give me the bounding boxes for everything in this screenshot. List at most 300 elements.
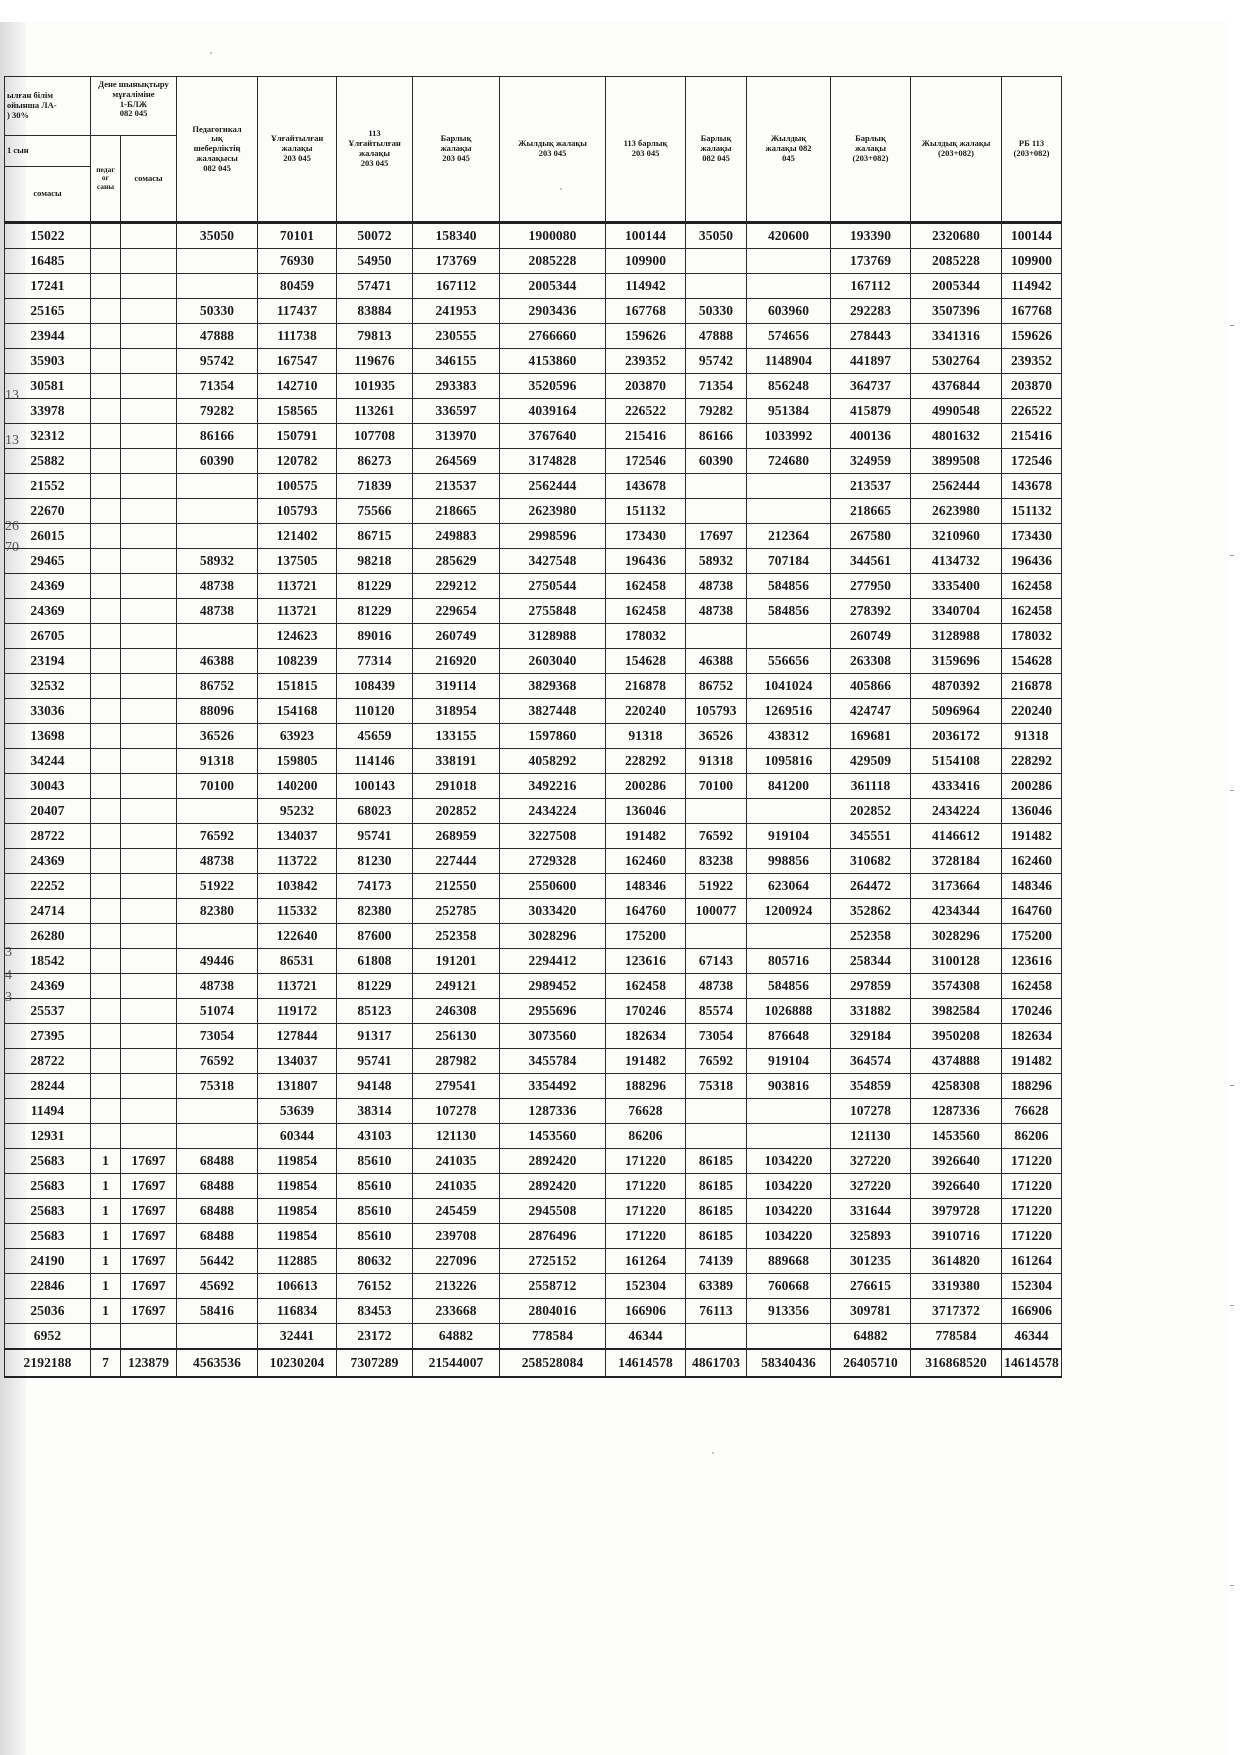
table-cell: 2434224 (500, 799, 606, 824)
table-cell: 60390 (686, 449, 747, 474)
table-cell: 20407 (5, 799, 91, 824)
table-cell: 252785 (413, 899, 500, 924)
table-cell: 260749 (831, 624, 911, 649)
table-cell: 1 (91, 1174, 121, 1199)
table-cell: 218665 (413, 499, 500, 524)
table-cell: 287982 (413, 1049, 500, 1074)
table-cell: 1453560 (500, 1124, 606, 1149)
table-cell (91, 974, 121, 999)
table-cell: 113261 (337, 399, 413, 424)
table-cell: 119172 (258, 999, 337, 1024)
table-cell: 162458 (606, 974, 686, 999)
table-cell: 420600 (747, 223, 831, 249)
table-cell: 2623980 (911, 499, 1002, 524)
table-cell: 76592 (177, 1049, 258, 1074)
table-cell: 2989452 (500, 974, 606, 999)
table-cell: 73054 (177, 1024, 258, 1049)
table-cell: 113722 (258, 849, 337, 874)
table-cell: 415879 (831, 399, 911, 424)
table-cell: 2005344 (911, 274, 1002, 299)
table-cell: 38314 (337, 1099, 413, 1124)
table-cell: 140200 (258, 774, 337, 799)
table-cell: 24369 (5, 849, 91, 874)
table-cell: 167768 (1002, 299, 1062, 324)
table-cell: 76592 (686, 1049, 747, 1074)
table-cell: 119854 (258, 1174, 337, 1199)
table-cell: 119676 (337, 349, 413, 374)
table-cell: 4134732 (911, 549, 1002, 574)
table-cell: 268959 (413, 824, 500, 849)
table-cell: 83884 (337, 299, 413, 324)
table-cell: 77314 (337, 649, 413, 674)
table-cell: 2603040 (500, 649, 606, 674)
table-cell: 95232 (258, 799, 337, 824)
table-cell: 3979728 (911, 1199, 1002, 1224)
table-cell: 364737 (831, 374, 911, 399)
table-cell: 75318 (177, 1074, 258, 1099)
table-cell (177, 1124, 258, 1149)
scan-speck (712, 1452, 714, 1454)
table-cell: 346155 (413, 349, 500, 374)
total-cell: 26405710 (831, 1349, 911, 1377)
table-cell: 4058292 (500, 749, 606, 774)
table-cell: 889668 (747, 1249, 831, 1274)
header-annual-salary-203: Жылдық жалақы 203 045 (500, 77, 606, 223)
table-cell: 603960 (747, 299, 831, 324)
table-cell: 80459 (258, 274, 337, 299)
table-cell: 2294412 (500, 949, 606, 974)
table-cell: 100144 (606, 223, 686, 249)
table-cell (121, 374, 177, 399)
total-cell: 123879 (121, 1349, 177, 1377)
table-cell: 76592 (686, 824, 747, 849)
table-cell: 277950 (831, 574, 911, 599)
table-cell: 36526 (177, 724, 258, 749)
header-pe-amount: сомасы (121, 136, 177, 223)
table-cell: 1034220 (747, 1149, 831, 1174)
table-cell (121, 649, 177, 674)
table-row (5, 474, 1062, 499)
table-cell: 167112 (831, 274, 911, 299)
table-cell: 28722 (5, 1049, 91, 1074)
table-cell (121, 474, 177, 499)
table-cell (121, 749, 177, 774)
table-cell: 36526 (686, 724, 747, 749)
table-cell: 86752 (686, 674, 747, 699)
table-cell: 3910716 (911, 1224, 1002, 1249)
header-total-salary-082: Барлық жалақы 082 045 (686, 77, 747, 223)
table-cell (91, 499, 121, 524)
table-cell: 86206 (606, 1124, 686, 1149)
table-cell (121, 1024, 177, 1049)
table-cell: 71354 (686, 374, 747, 399)
table-row (5, 1149, 1062, 1174)
table-cell: 228292 (1002, 749, 1062, 774)
table-cell: 75566 (337, 499, 413, 524)
salary-table-container (4, 76, 1059, 1378)
table-cell: 86206 (1002, 1124, 1062, 1149)
header-increased-salary: Ұлғайтылған жалақы 203 045 (258, 77, 337, 223)
table-cell: 64882 (413, 1324, 500, 1350)
table-cell: 134037 (258, 1049, 337, 1074)
table-cell: 227444 (413, 849, 500, 874)
table-cell: 3492216 (500, 774, 606, 799)
table-row (5, 424, 1062, 449)
table-cell: 2729328 (500, 849, 606, 874)
table-cell: 1287336 (911, 1099, 1002, 1124)
table-cell (91, 474, 121, 499)
scan-tick (1230, 1585, 1234, 1586)
table-cell (121, 1324, 177, 1350)
table-cell: 24714 (5, 899, 91, 924)
table-cell: 58416 (177, 1299, 258, 1324)
table-cell: 148346 (1002, 874, 1062, 899)
table-cell: 68488 (177, 1149, 258, 1174)
table-cell (686, 249, 747, 274)
total-cell: 2192188 (5, 1349, 91, 1377)
table-row (5, 799, 1062, 824)
table-cell: 64882 (831, 1324, 911, 1350)
table-cell: 574656 (747, 324, 831, 349)
salary-table (4, 76, 1062, 1378)
table-row (5, 1124, 1062, 1149)
table-cell: 70100 (177, 774, 258, 799)
table-cell: 79282 (177, 399, 258, 424)
table-cell: 68023 (337, 799, 413, 824)
table-cell: 161264 (1002, 1249, 1062, 1274)
table-row (5, 549, 1062, 574)
table-cell: 108439 (337, 674, 413, 699)
table-cell: 48738 (686, 599, 747, 624)
table-cell: 57471 (337, 274, 413, 299)
table-cell: 162458 (606, 574, 686, 599)
table-cell: 216878 (1002, 674, 1062, 699)
table-cell: 167547 (258, 349, 337, 374)
table-cell: 175200 (1002, 924, 1062, 949)
table-cell: 2945508 (500, 1199, 606, 1224)
table-row (5, 223, 1062, 249)
table-row (5, 299, 1062, 324)
table-row (5, 1224, 1062, 1249)
table-cell: 285629 (413, 549, 500, 574)
table-cell: 112885 (258, 1249, 337, 1274)
table-cell: 76628 (1002, 1099, 1062, 1124)
table-cell: 24369 (5, 599, 91, 624)
table-cell: 48738 (177, 849, 258, 874)
table-cell (91, 549, 121, 574)
table-cell: 56442 (177, 1249, 258, 1274)
table-cell (177, 249, 258, 274)
table-cell: 25036 (5, 1299, 91, 1324)
table-cell (121, 274, 177, 299)
table-cell: 46344 (606, 1324, 686, 1350)
table-cell: 158340 (413, 223, 500, 249)
table-cell (177, 1099, 258, 1124)
table-cell (121, 799, 177, 824)
table-cell: 95741 (337, 1049, 413, 1074)
total-cell: 21544007 (413, 1349, 500, 1377)
table-cell: 3899508 (911, 449, 1002, 474)
table-cell: 3173664 (911, 874, 1002, 899)
table-cell: 338191 (413, 749, 500, 774)
table-cell: 158565 (258, 399, 337, 424)
table-cell: 805716 (747, 949, 831, 974)
table-cell: 193390 (831, 223, 911, 249)
table-cell: 293383 (413, 374, 500, 399)
table-cell: 91318 (177, 749, 258, 774)
table-cell: 142710 (258, 374, 337, 399)
table-cell: 86166 (177, 424, 258, 449)
table-cell: 79813 (337, 324, 413, 349)
table-cell: 134037 (258, 824, 337, 849)
table-cell: 26280 (5, 924, 91, 949)
table-cell: 76152 (337, 1274, 413, 1299)
table-cell (686, 1124, 747, 1149)
table-cell (91, 724, 121, 749)
table-cell: 230555 (413, 324, 500, 349)
table-cell: 100144 (1002, 223, 1062, 249)
table-cell: 3340704 (911, 599, 1002, 624)
table-cell: 154628 (606, 649, 686, 674)
table-cell: 17697 (121, 1199, 177, 1224)
table-cell: 2750544 (500, 574, 606, 599)
table-cell (686, 1099, 747, 1124)
table-cell: 91318 (1002, 724, 1062, 749)
table-cell: 119854 (258, 1199, 337, 1224)
table-cell (91, 774, 121, 799)
table-cell: 279541 (413, 1074, 500, 1099)
table-cell: 154628 (1002, 649, 1062, 674)
table-cell: 3574308 (911, 974, 1002, 999)
table-cell: 218665 (831, 499, 911, 524)
table-cell: 120782 (258, 449, 337, 474)
table-cell: 2892420 (500, 1149, 606, 1174)
table-cell: 53639 (258, 1099, 337, 1124)
table-cell: 1041024 (747, 674, 831, 699)
table-cell: 86715 (337, 524, 413, 549)
table-cell: 4376844 (911, 374, 1002, 399)
table-cell: 213226 (413, 1274, 500, 1299)
table-row (5, 1274, 1062, 1299)
table-cell: 95741 (337, 824, 413, 849)
table-cell: 354859 (831, 1074, 911, 1099)
table-cell: 43103 (337, 1124, 413, 1149)
table-row (5, 774, 1062, 799)
table-cell: 105793 (686, 699, 747, 724)
table-cell: 3827448 (500, 699, 606, 724)
table-cell (91, 699, 121, 724)
table-cell: 162458 (1002, 974, 1062, 999)
table-cell (91, 824, 121, 849)
table-cell: 324959 (831, 449, 911, 474)
table-cell: 313970 (413, 424, 500, 449)
table-cell: 3128988 (500, 624, 606, 649)
table-cell: 17697 (121, 1149, 177, 1174)
table-cell: 178032 (606, 624, 686, 649)
table-cell: 2085228 (500, 249, 606, 274)
table-cell: 331644 (831, 1199, 911, 1224)
table-cell: 60344 (258, 1124, 337, 1149)
table-cell: 229212 (413, 574, 500, 599)
table-cell: 344561 (831, 549, 911, 574)
table-cell (747, 1099, 831, 1124)
table-cell: 913356 (747, 1299, 831, 1324)
table-cell: 3829368 (500, 674, 606, 699)
table-row (5, 274, 1062, 299)
table-cell: 151132 (606, 499, 686, 524)
table-row (5, 524, 1062, 549)
table-cell: 169681 (831, 724, 911, 749)
table-cell: 325893 (831, 1224, 911, 1249)
table-cell: 2005344 (500, 274, 606, 299)
table-cell: 1900080 (500, 223, 606, 249)
table-cell: 191482 (606, 1049, 686, 1074)
table-cell: 2320680 (911, 223, 1002, 249)
total-cell: 258528084 (500, 1349, 606, 1377)
table-cell: 188296 (606, 1074, 686, 1099)
table-cell: 89016 (337, 624, 413, 649)
table-cell: 3455784 (500, 1049, 606, 1074)
header-pe-teacher-group: Дене шынықтыру мұғаліміне 1-БЛЖ 082 045 (91, 77, 177, 136)
table-cell: 45659 (337, 724, 413, 749)
scan-tick (1230, 555, 1234, 556)
table-cell: 196436 (1002, 549, 1062, 574)
margin-mark: 70 (5, 540, 19, 555)
table-cell: 109900 (606, 249, 686, 274)
table-cell (91, 349, 121, 374)
table-cell: 213537 (831, 474, 911, 499)
table-cell: 47888 (177, 324, 258, 349)
margin-mark: 4 (5, 968, 12, 983)
table-cell: 68488 (177, 1224, 258, 1249)
table-cell: 123616 (606, 949, 686, 974)
table-cell: 2085228 (911, 249, 1002, 274)
table-cell: 48738 (177, 574, 258, 599)
table-cell: 778584 (500, 1324, 606, 1350)
table-cell: 998856 (747, 849, 831, 874)
table-cell: 3028296 (500, 924, 606, 949)
header-partial-amount: сомасы (5, 167, 91, 223)
table-cell: 556656 (747, 649, 831, 674)
table-cell: 196436 (606, 549, 686, 574)
table-cell: 4990548 (911, 399, 1002, 424)
table-cell: 127844 (258, 1024, 337, 1049)
table-cell: 54950 (337, 249, 413, 274)
table-cell: 94148 (337, 1074, 413, 1099)
table-cell: 106613 (258, 1274, 337, 1299)
table-cell: 11494 (5, 1099, 91, 1124)
table-cell: 241953 (413, 299, 500, 324)
table-cell: 182634 (606, 1024, 686, 1049)
table-cell: 63923 (258, 724, 337, 749)
table-cell (121, 1074, 177, 1099)
table-cell: 150791 (258, 424, 337, 449)
table-cell: 25683 (5, 1224, 91, 1249)
scan-tick (1230, 1085, 1234, 1086)
table-cell (747, 499, 831, 524)
table-cell: 81229 (337, 974, 413, 999)
table-cell: 83238 (686, 849, 747, 874)
table-cell: 329184 (831, 1024, 911, 1049)
table-cell: 203870 (606, 374, 686, 399)
table-cell (121, 524, 177, 549)
table-cell (121, 849, 177, 874)
table-cell (686, 1324, 747, 1350)
table-cell: 162460 (606, 849, 686, 874)
table-cell (121, 574, 177, 599)
table-cell (91, 1099, 121, 1124)
table-cell: 95742 (177, 349, 258, 374)
table-cell: 152304 (1002, 1274, 1062, 1299)
table-cell: 3174828 (500, 449, 606, 474)
table-cell: 143678 (1002, 474, 1062, 499)
table-cell (91, 849, 121, 874)
table-cell: 162458 (1002, 599, 1062, 624)
table-cell: 79282 (686, 399, 747, 424)
table-cell: 29465 (5, 549, 91, 574)
table-cell: 319114 (413, 674, 500, 699)
table-cell: 119854 (258, 1149, 337, 1174)
table-cell: 85610 (337, 1224, 413, 1249)
table-cell: 310682 (831, 849, 911, 874)
header-total-salary-sum: Барлық жалақы (203+082) (831, 77, 911, 223)
table-cell: 25165 (5, 299, 91, 324)
table-cell: 171220 (1002, 1149, 1062, 1174)
table-cell: 4333416 (911, 774, 1002, 799)
table-cell: 2562444 (500, 474, 606, 499)
table-cell: 48738 (177, 974, 258, 999)
table-cell: 2998596 (500, 524, 606, 549)
table-cell: 32312 (5, 424, 91, 449)
table-cell (121, 399, 177, 424)
table-cell (91, 574, 121, 599)
table-row (5, 374, 1062, 399)
table-cell (121, 449, 177, 474)
table-cell (121, 1049, 177, 1074)
total-cell: 316868520 (911, 1349, 1002, 1377)
table-cell: 5154108 (911, 749, 1002, 774)
table-cell: 22670 (5, 499, 91, 524)
table-cell: 119854 (258, 1224, 337, 1249)
table-cell: 229654 (413, 599, 500, 624)
table-row (5, 974, 1062, 999)
table-cell: 260749 (413, 624, 500, 649)
table-cell: 173430 (606, 524, 686, 549)
table-cell (91, 299, 121, 324)
table-cell: 424747 (831, 699, 911, 724)
table-cell (121, 1099, 177, 1124)
table-cell: 110120 (337, 699, 413, 724)
table-row (5, 574, 1062, 599)
table-cell: 202852 (831, 799, 911, 824)
table-cell: 25882 (5, 449, 91, 474)
table-cell: 3614820 (911, 1249, 1002, 1274)
table-cell: 3319380 (911, 1274, 1002, 1299)
table-cell: 331882 (831, 999, 911, 1024)
table-cell: 364574 (831, 1049, 911, 1074)
table-cell: 167112 (413, 274, 500, 299)
table-cell: 136046 (606, 799, 686, 824)
table-cell: 171220 (1002, 1199, 1062, 1224)
table-cell: 107278 (831, 1099, 911, 1124)
table-cell: 1200924 (747, 899, 831, 924)
table-cell: 51922 (177, 874, 258, 899)
table-cell: 1453560 (911, 1124, 1002, 1149)
table-cell: 4153860 (500, 349, 606, 374)
table-cell: 951384 (747, 399, 831, 424)
table-cell (91, 449, 121, 474)
table-cell: 3128988 (911, 624, 1002, 649)
